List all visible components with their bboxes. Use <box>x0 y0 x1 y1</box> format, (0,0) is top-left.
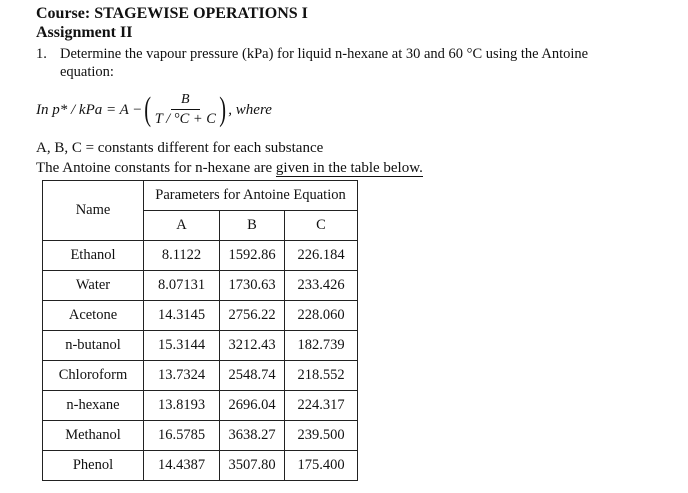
table-intro-part2: given in the table below. <box>275 160 423 176</box>
row-b: 3212.43 <box>220 331 285 361</box>
equation-lhs: In p* / kPa = A − <box>36 101 143 118</box>
assignment-title: Assignment II <box>36 24 133 41</box>
table-row <box>43 421 358 451</box>
col-a-header: A <box>144 211 220 241</box>
antoine-table <box>42 180 358 481</box>
col-c-header: C <box>285 211 358 241</box>
row-name: n-hexane <box>43 391 144 421</box>
name-header: Name <box>43 181 144 241</box>
row-b: 3507.80 <box>220 451 285 481</box>
right-paren: ) <box>219 91 227 128</box>
col-b-header: B <box>220 211 285 241</box>
question-1 <box>36 46 588 63</box>
equation-fraction <box>155 92 216 128</box>
row-a: 13.8193 <box>144 391 220 421</box>
equation-denominator: T / °C + C <box>154 111 216 127</box>
row-c: 228.060 <box>285 301 358 331</box>
row-c: 175.400 <box>285 451 358 481</box>
antoine-equation <box>36 87 272 133</box>
row-b: 1730.63 <box>220 271 285 301</box>
row-c: 218.552 <box>285 361 358 391</box>
row-name: Methanol <box>43 421 144 451</box>
row-name: Ethanol <box>43 241 144 271</box>
row-name: Phenol <box>43 451 144 481</box>
table-intro <box>36 160 423 177</box>
row-c: 239.500 <box>285 421 358 451</box>
row-a: 14.3145 <box>144 301 220 331</box>
row-name: Acetone <box>43 301 144 331</box>
equation-suffix: , where <box>228 101 272 118</box>
table-row <box>43 241 358 271</box>
left-paren: ( <box>144 91 152 128</box>
row-b: 2756.22 <box>220 301 285 331</box>
table-row <box>43 361 358 391</box>
row-c: 233.426 <box>285 271 358 301</box>
table-row <box>43 451 358 481</box>
row-b: 1592.86 <box>220 241 285 271</box>
table-row <box>43 391 358 421</box>
row-name: Water <box>43 271 144 301</box>
question-number: 1. <box>36 46 47 62</box>
row-name: Chloroform <box>43 361 144 391</box>
row-a: 8.1122 <box>144 241 220 271</box>
row-a: 13.7324 <box>144 361 220 391</box>
question-text-line1: Determine the vapour pressure (kPa) for liquid n-hexane at 30 and 60 °C using the Antoine <box>60 46 589 62</box>
row-c: 224.317 <box>285 391 358 421</box>
table-intro-part1: The Antoine constants for n-hexane are <box>36 160 276 176</box>
row-b: 3638.27 <box>220 421 285 451</box>
row-c: 226.184 <box>285 241 358 271</box>
course-title: Course: STAGEWISE OPERATIONS I <box>36 5 308 22</box>
parameters-header: Parameters for Antoine Equation <box>144 181 358 211</box>
equation-numerator: B <box>171 92 200 110</box>
row-a: 16.5785 <box>144 421 220 451</box>
table-row <box>43 331 358 361</box>
row-a: 15.3144 <box>144 331 220 361</box>
row-b: 2696.04 <box>220 391 285 421</box>
row-name: n-butanol <box>43 331 144 361</box>
question-text-line2: equation: <box>60 64 114 80</box>
table-row <box>43 301 358 331</box>
table-row <box>43 271 358 301</box>
constants-note: A, B, C = constants different for each substance <box>36 140 324 156</box>
row-a: 8.07131 <box>144 271 220 301</box>
row-a: 14.4387 <box>144 451 220 481</box>
row-c: 182.739 <box>285 331 358 361</box>
row-b: 2548.74 <box>220 361 285 391</box>
